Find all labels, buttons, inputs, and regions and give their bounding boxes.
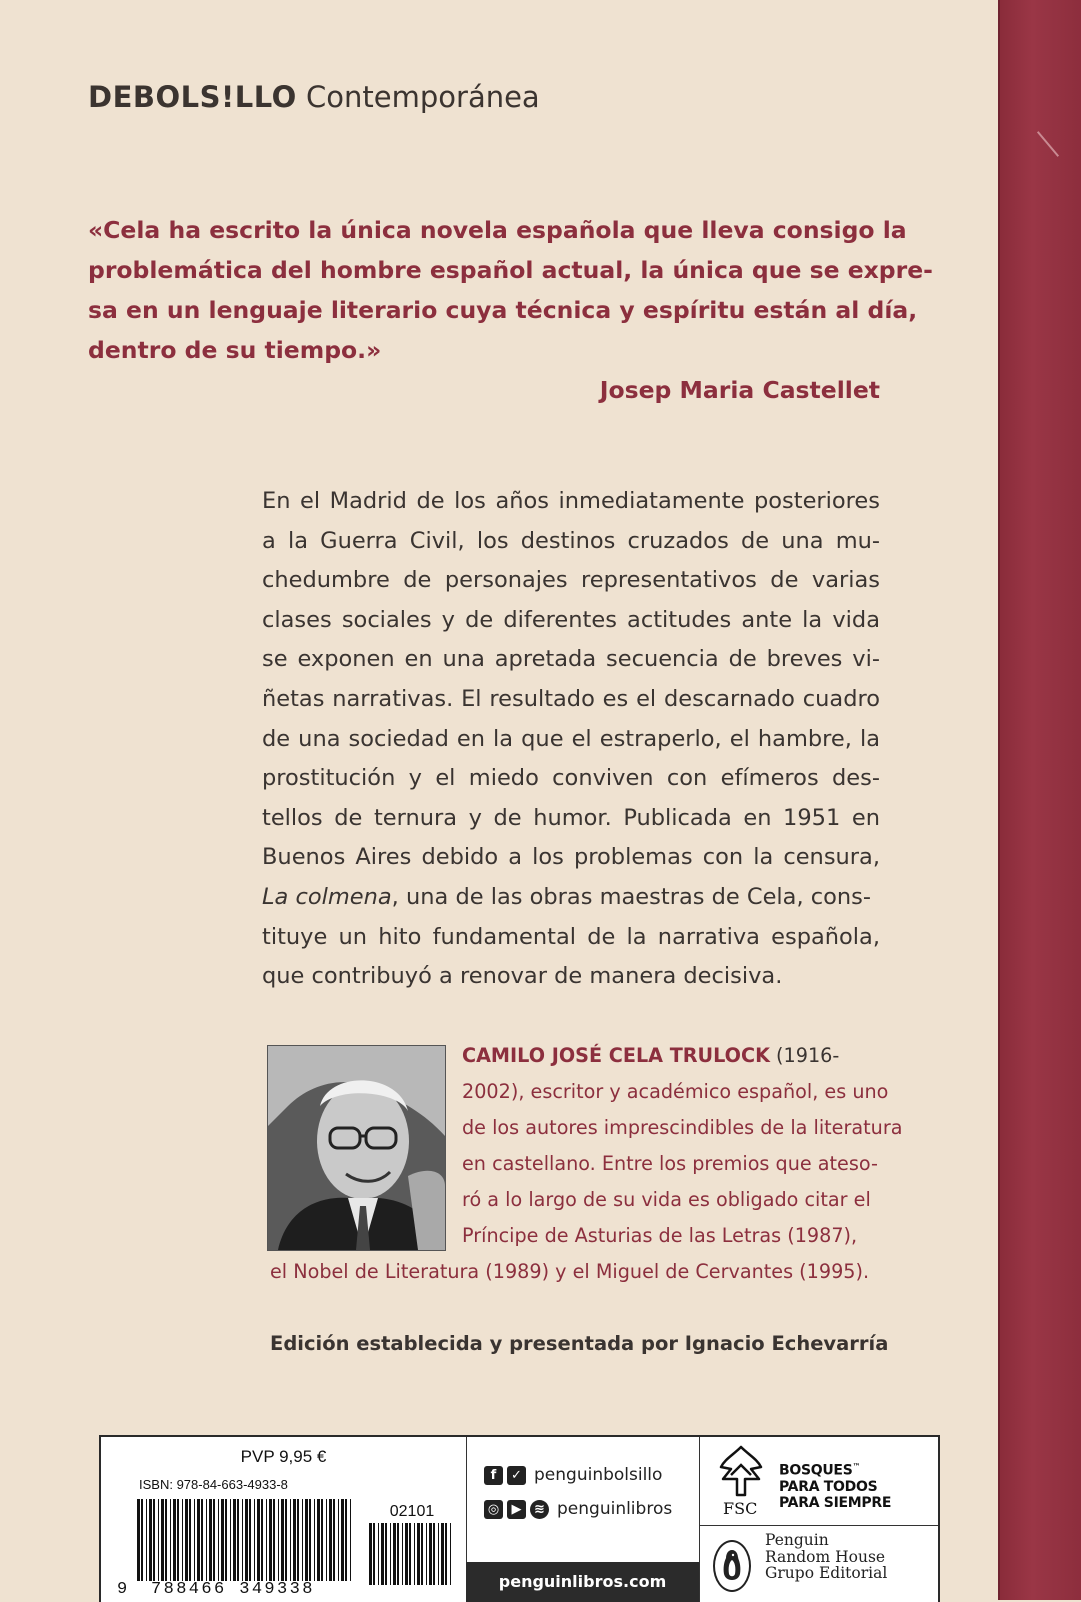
barcode-bar — [230, 1499, 231, 1581]
collection-header — [88, 80, 540, 114]
bosques-slogan — [779, 1459, 891, 1511]
barcode-bar — [329, 1499, 332, 1581]
social-cell — [466, 1437, 700, 1602]
synopsis-line: que contribuyó a renovar de manera decisiva. — [262, 963, 783, 990]
barcode-bar — [153, 1499, 155, 1581]
author-biography — [270, 1038, 903, 1290]
publisher-name — [765, 1532, 887, 1582]
barcode-bar — [373, 1523, 375, 1585]
barcode-panel — [99, 1435, 940, 1602]
bio-text: (1916- — [769, 1044, 840, 1067]
barcode-bar — [326, 1499, 327, 1581]
addon-barcode — [369, 1523, 455, 1585]
social-handle[interactable]: penguinlibros — [557, 1499, 673, 1519]
author-name: CAMILO JOSÉ CELA TRULOCK — [462, 1044, 770, 1067]
synopsis-line: ñetas narrativas. El resultado es el descarnado cuadro — [262, 685, 880, 712]
barcode-bar — [409, 1523, 411, 1585]
barcode-bar — [317, 1499, 320, 1581]
fsc-logo-area — [699, 1437, 938, 1526]
isbn-label: ISBN: 978-84-663-4933-8 — [139, 1477, 288, 1492]
bosques-line: PARA SIEMPRE — [779, 1494, 892, 1511]
barcode-bar — [158, 1499, 159, 1581]
logos-cell — [699, 1437, 938, 1602]
synopsis-line: En el Madrid de los años inmediatamente posteriores — [262, 488, 880, 514]
barcode-bar — [314, 1499, 315, 1581]
quote-line: «Cela ha escrito la única novela española que lleva consigo la — [88, 216, 907, 244]
barcode-bar — [257, 1499, 260, 1581]
barcode-bar — [369, 1523, 372, 1585]
barcode-bar — [402, 1523, 403, 1585]
bio-line: el Nobel de Literatura (1989) y el Miguel de Cervantes (1995). — [270, 1260, 870, 1283]
barcode-bar — [242, 1499, 243, 1581]
synopsis-line: una de las obras maestras de Cela, cons- — [405, 883, 872, 910]
barcode-bar — [185, 1499, 188, 1581]
barcode-bar — [433, 1523, 435, 1585]
barcode-bar — [237, 1499, 239, 1581]
barcode-bar — [161, 1499, 164, 1581]
barcode-bar — [266, 1499, 267, 1581]
review-quote — [88, 210, 933, 410]
barcode-bar — [381, 1523, 384, 1585]
barcode-bar — [438, 1523, 439, 1585]
barcode-bar — [209, 1499, 212, 1581]
quote-author: Josep Maria Castellet — [599, 376, 880, 404]
barcode-bar — [149, 1499, 152, 1581]
bosques-line: PARA TODOS — [779, 1478, 878, 1495]
edition-credit: Edición establecida y presentada por Ignacio Echevarría — [270, 1332, 889, 1355]
barcode-bar — [233, 1499, 236, 1581]
barcode-bar — [137, 1499, 140, 1581]
barcode-bar — [245, 1499, 248, 1581]
publisher-line: Grupo Editorial — [765, 1564, 888, 1582]
bio-line: ró a lo largo de su vida es obligado citar el — [462, 1188, 871, 1211]
youtube-icon[interactable]: ▶ — [507, 1500, 526, 1519]
barcode-bar — [309, 1499, 311, 1581]
barcode-bar — [281, 1499, 284, 1581]
barcode-bar — [278, 1499, 279, 1581]
synopsis-line-with-title: La colmena, una de las obras maestras de Cela, cons- — [262, 883, 872, 910]
synopsis-line: prostitución y el miedo conviven con efímeros des- — [262, 765, 880, 792]
synopsis-line: Buenos Aires debido a los problemas con la censura, — [262, 844, 880, 871]
book-title-italic: La colmena — [262, 883, 392, 910]
facebook-icon[interactable]: f — [484, 1466, 503, 1485]
barcode-bar — [393, 1523, 396, 1585]
publisher-logo-area — [699, 1526, 938, 1602]
quote-line: dentro de su tiempo.» — [88, 336, 382, 364]
synopsis-line: tellos de ternura y de humor. Publicada en 1951 en — [262, 804, 880, 831]
barcode-bar — [378, 1523, 379, 1585]
barcode-bar — [189, 1499, 191, 1581]
bio-line — [270, 1038, 882, 1074]
quote-line: sa en un lenguaje literario cuya técnica y espíritu están al día, — [88, 296, 918, 324]
barcode-bar — [417, 1523, 420, 1585]
barcode-bar — [426, 1523, 427, 1585]
barcode-bar — [350, 1499, 351, 1581]
isbn-barcode — [137, 1499, 353, 1581]
publisher-line: Random House — [765, 1547, 886, 1566]
price-label: PVP 9,95 € — [240, 1447, 327, 1466]
barcode-bar — [146, 1499, 147, 1581]
barcode-bar — [197, 1499, 200, 1581]
barcode-bar — [441, 1523, 444, 1585]
price-barcode-cell — [101, 1437, 467, 1602]
barcode-bar — [305, 1499, 308, 1581]
barcode-first-digit: 9 — [117, 1580, 128, 1599]
synopsis-line: se exponen en una apretada secuencia de breves vi- — [262, 646, 880, 673]
book-synopsis — [262, 482, 880, 997]
barcode-bar — [218, 1499, 219, 1581]
barcode-bar — [450, 1523, 451, 1585]
synopsis-line: de una sociedad en la que el estraperlo, el hambre, la — [262, 725, 880, 752]
barcode-bar — [341, 1499, 344, 1581]
barcode-bar — [173, 1499, 176, 1581]
barcode-bar — [285, 1499, 287, 1581]
spine-scratch-mark — [1037, 131, 1059, 157]
social-row-libros — [484, 1499, 672, 1519]
barcode-bar — [390, 1523, 391, 1585]
website-link[interactable]: penguinlibros.com — [466, 1562, 699, 1602]
social-row-bolsillo — [484, 1465, 662, 1485]
bio-line: en castellano. Entre los premios que ateso- — [462, 1152, 878, 1175]
barcode-bar — [345, 1499, 347, 1581]
barcode-bar — [293, 1499, 296, 1581]
barcode-bar — [302, 1499, 303, 1581]
bosques-line: BOSQUES™ — [779, 1462, 861, 1479]
twitter-icon[interactable]: ✓ — [507, 1466, 526, 1485]
bio-line: de los autores imprescindibles de la literatura — [462, 1116, 903, 1139]
barcode-bar — [141, 1499, 143, 1581]
barcode-bar — [177, 1499, 179, 1581]
barcode-bar — [213, 1499, 215, 1581]
collection-name: Contemporánea — [306, 80, 540, 114]
fsc-tree-icon — [717, 1445, 765, 1497]
barcode-bar — [249, 1499, 251, 1581]
book-spine — [998, 0, 1081, 1600]
barcode-bar — [397, 1523, 399, 1585]
synopsis-line: chedumbre de personajes representativos de varias — [262, 567, 880, 594]
barcode-bar — [338, 1499, 339, 1581]
synopsis-line: a la Guerra Civil, los destinos cruzados de una mu- — [262, 527, 880, 554]
barcode-bar — [206, 1499, 207, 1581]
barcode-bar — [297, 1499, 299, 1581]
barcode-bar — [225, 1499, 227, 1581]
instagram-icon[interactable]: ◎ — [484, 1500, 503, 1519]
spotify-icon[interactable]: ≋ — [530, 1500, 549, 1519]
barcode-bar — [421, 1523, 423, 1585]
barcode-bar — [261, 1499, 263, 1581]
social-handle[interactable]: penguinbolsillo — [534, 1465, 663, 1485]
barcode-bar — [165, 1499, 167, 1581]
synopsis-line: clases sociales y de diferentes actitudes ante la vida — [262, 606, 880, 633]
bio-line: 2002), escritor y académico español, es uno — [462, 1080, 889, 1103]
barcode-digits: 788466 349338 — [151, 1580, 315, 1599]
barcode-bar — [182, 1499, 183, 1581]
bio-line: Príncipe de Asturias de las Letras (1987), — [462, 1224, 858, 1247]
brand-logo: DEBOLS!LLO — [88, 80, 297, 114]
barcode-bar — [290, 1499, 291, 1581]
barcode-bar — [254, 1499, 255, 1581]
barcode-bar — [201, 1499, 203, 1581]
barcode-bar — [429, 1523, 432, 1585]
addon-code: 02101 — [389, 1503, 435, 1520]
synopsis-line: tituye un hito fundamental de la narrativa española, — [262, 923, 880, 950]
barcode-bar — [414, 1523, 415, 1585]
quote-line: problemática del hombre español actual, la única que se expre- — [88, 256, 933, 284]
publisher-line: Penguin — [765, 1531, 829, 1549]
barcode-bar — [221, 1499, 224, 1581]
barcode-bar — [273, 1499, 275, 1581]
barcode-bar — [194, 1499, 195, 1581]
fsc-label: FSC — [723, 1499, 758, 1518]
barcode-bar — [385, 1523, 387, 1585]
barcode-bar — [333, 1499, 335, 1581]
barcode-bar — [269, 1499, 272, 1581]
barcode-bar — [445, 1523, 447, 1585]
barcode-bar — [405, 1523, 408, 1585]
barcode-bar — [321, 1499, 323, 1581]
barcode-bar — [170, 1499, 171, 1581]
penguin-silhouette-icon — [721, 1548, 743, 1582]
